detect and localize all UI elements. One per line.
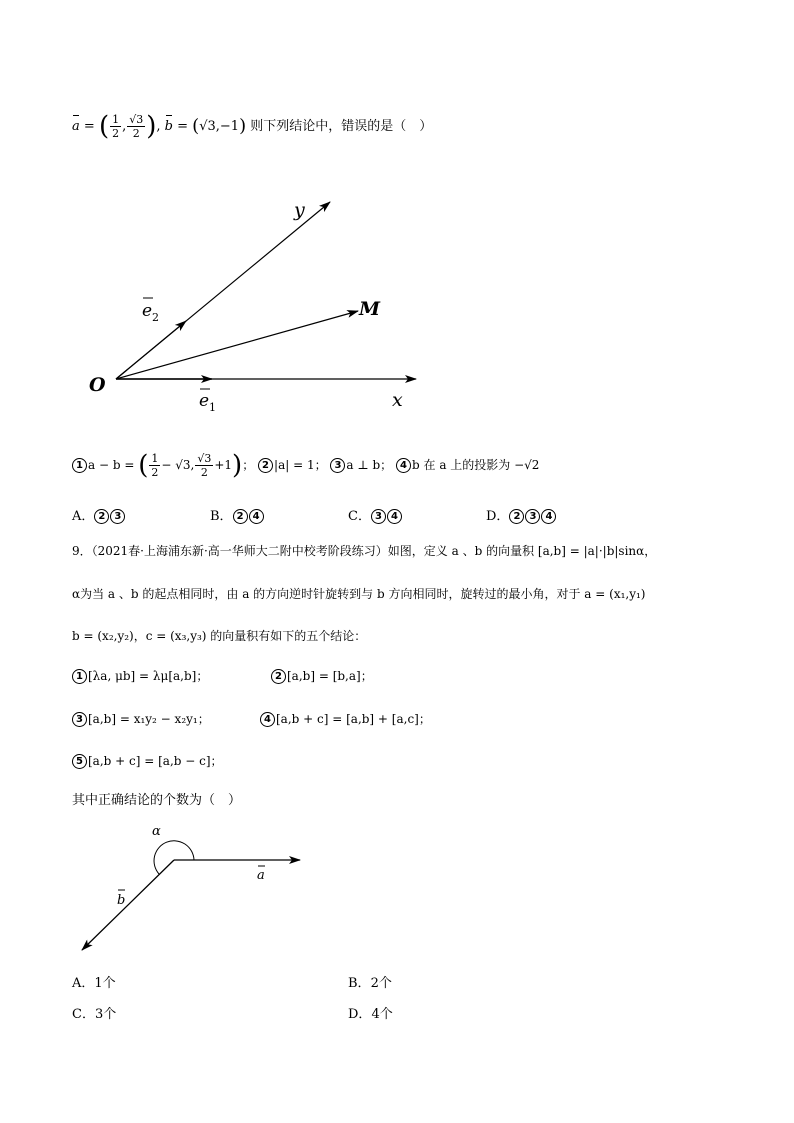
q9-stem-line1: 9．（2021春·上海浦东新·高一华师大二附中校考阶段练习）如图，定义 a 、b 的向量积 [a,b] = |a|·|b|sinα， [72,544,657,558]
q8-choice-d[interactable]: D． 2 3 4 [486,505,557,524]
oblique-coordinate-figure [80,190,440,420]
q9-statement-1: 1 [λa, μb] = λμ[a,b]； [72,666,208,686]
b-label: b [117,893,126,908]
circle-number: 2 [258,458,273,473]
q9-choice-d[interactable]: D．4个 [348,1007,393,1022]
q8-choice-c[interactable]: C． 3 4 [348,505,403,524]
circle-number: 4 [396,458,411,473]
fraction: $\frac{1}{2}$ [112,113,120,140]
e2-vector-line [116,321,186,379]
x-axis-label: x [392,389,403,411]
q9-choice-a[interactable]: A．1个 [72,976,116,991]
q9-choice-c[interactable]: C．3个 [72,1007,117,1022]
vector-b-value: √3,−1 [199,119,240,134]
vector-a-symbol: a [72,117,80,137]
angle-alpha-arc [154,841,194,874]
q9-statement-3: 3 [a,b] = x₁y₂ − x₂y₁； [72,709,210,729]
q9-choice-b[interactable]: B．2个 [348,976,392,991]
e2-subscript: 2 [152,311,159,324]
m-point-label: M [359,298,381,320]
q9-stem-line3: b = (x₂,y₂)，c = (x₃,y₃) 的向量积有如下的五个结论： [72,629,367,643]
circle-number: 3 [330,458,345,473]
o-origin-label: O [89,374,106,396]
q9-statement-2: 2 [a,b] = [b,a]； [271,666,373,686]
fraction: $\frac{√3}{2}$ [129,113,144,140]
q9-statement-5: 5 [a,b + c] = [a,b − c]； [72,751,223,771]
alpha-label: α [152,824,161,839]
y-axis-label: y [294,199,305,221]
vector-b-symbol: b [165,117,173,137]
q9-question: 其中正确结论的个数为（ ） [72,793,242,808]
e2-label: e [142,301,153,321]
a-label: a [257,868,265,883]
circle-number: 1 [72,458,87,473]
vector-angle-figure [70,820,320,960]
q9-statement-4: 4 [a,b + c] = [a,b] + [a,c]； [260,709,431,729]
e1-subscript: 1 [209,401,216,414]
q8-stem-text: 则下列结论中，错误的是（ ） [250,119,433,134]
e1-label: e [199,391,210,411]
q9-stem-line2: α为当 a 、b 的起点相同时，由 a 的方向逆时针旋转到与 b 方向相同时，旋转过的最小角，对于 a = (x₁,y₁) [72,587,646,601]
q8-choice-a[interactable]: A． 2 3 [72,505,126,524]
q8-statements: 1 a − b = ( $\frac{1}{2}$ − √3, $\frac{√3}{2}$ +1)； 2 |a| = 1； 3 a ⊥ b； 4 b 在 a 上的投影为 −√2 [72,452,539,479]
q8-stem: a = ( $\frac{1}{2}$ , $\frac{√3}{2}$ ), b = (√3,−1) 则下列结论中，错误的是（ ） [72,111,433,142]
q8-choice-b[interactable]: B． 2 4 [210,505,265,524]
vector-b-arrow [82,860,174,950]
